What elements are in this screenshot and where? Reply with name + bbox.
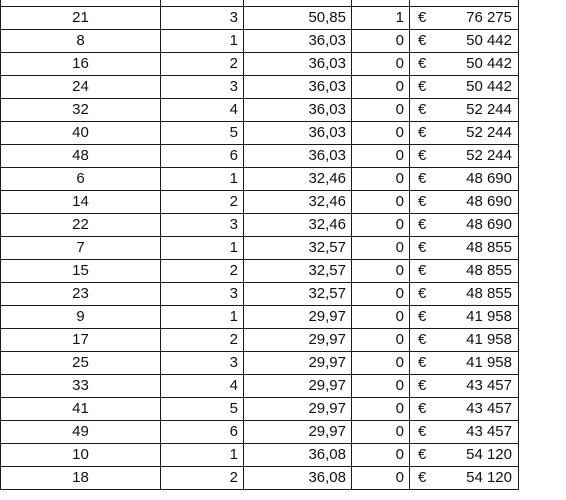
currency-symbol: € (418, 170, 427, 187)
cell-flag[interactable]: 0 (352, 191, 410, 214)
cell-amount[interactable] (410, 76, 519, 99)
cell-value[interactable]: 29,97 (244, 352, 352, 375)
currency-symbol: € (418, 262, 427, 279)
cell-value[interactable]: 36,03 (244, 30, 352, 53)
cell-group[interactable]: 2 (161, 467, 244, 490)
cell-id[interactable]: 10 (1, 444, 161, 467)
amount-value: 76 275 (466, 9, 512, 26)
amount-value: 41 958 (466, 331, 512, 348)
amount-value: 48 855 (466, 262, 512, 279)
cell-flag[interactable]: 0 (352, 398, 410, 421)
amount-wrapper (418, 329, 512, 351)
currency-symbol: € (418, 124, 427, 141)
currency-symbol: € (418, 400, 427, 417)
amount-value: 50 442 (466, 78, 512, 95)
cell-amount[interactable] (410, 53, 519, 76)
cell-flag[interactable]: 0 (352, 444, 410, 467)
table-row (1, 122, 519, 145)
page-margin (520, 0, 566, 500)
cell-amount[interactable] (410, 7, 519, 30)
cell-group[interactable]: 4 (161, 375, 244, 398)
cell-amount[interactable] (410, 99, 519, 122)
table-row (1, 467, 519, 490)
table-body (1, 0, 519, 490)
cell-group[interactable]: 2 (161, 260, 244, 283)
cell-id[interactable]: 48 (1, 145, 161, 168)
cell-id[interactable]: 25 (1, 352, 161, 375)
table-row (1, 145, 519, 168)
table-row (1, 191, 519, 214)
currency-symbol: € (418, 354, 427, 371)
cell-value[interactable]: 32,46 (244, 214, 352, 237)
amount-wrapper (418, 444, 512, 466)
cell-group[interactable]: 3 (161, 7, 244, 30)
amount-value: 50 442 (466, 32, 512, 49)
table-row (1, 168, 519, 191)
table-row (1, 7, 519, 30)
cell-flag[interactable]: 0 (352, 145, 410, 168)
amount-wrapper (418, 467, 512, 489)
table-row (1, 283, 519, 306)
table-row (1, 237, 519, 260)
table-row (1, 76, 519, 99)
cell-id[interactable]: 21 (1, 7, 161, 30)
amount-wrapper (418, 76, 512, 98)
cell-id[interactable]: 14 (1, 191, 161, 214)
currency-symbol: € (418, 331, 427, 348)
amount-wrapper (418, 53, 512, 75)
table-row (1, 444, 519, 467)
cell-id[interactable]: 24 (1, 76, 161, 99)
cell-value[interactable]: 36,08 (244, 467, 352, 490)
cell-amount[interactable] (410, 145, 519, 168)
cell-flag[interactable]: 0 (352, 260, 410, 283)
amount-wrapper (418, 145, 512, 167)
currency-symbol: € (418, 308, 427, 325)
amount-wrapper (418, 398, 512, 420)
cell-id[interactable]: 40 (1, 122, 161, 145)
cell-value[interactable]: 29,97 (244, 421, 352, 444)
cell-id[interactable]: 17 (1, 329, 161, 352)
cell-value[interactable]: 29,97 (244, 375, 352, 398)
cell-amount[interactable] (410, 122, 519, 145)
currency-symbol: € (418, 423, 427, 440)
cell-value[interactable]: 36,03 (244, 99, 352, 122)
cell-flag[interactable]: 0 (352, 122, 410, 145)
cell-id[interactable]: 32 (1, 99, 161, 122)
table-row (1, 30, 519, 53)
cell-amount[interactable] (410, 398, 519, 421)
amount-wrapper (418, 7, 512, 29)
currency-symbol: € (418, 469, 427, 486)
cell-amount[interactable] (410, 283, 519, 306)
cell-flag[interactable]: 0 (352, 467, 410, 490)
cell-id[interactable]: 6 (1, 168, 161, 191)
cell-amount[interactable] (410, 421, 519, 444)
cell-group[interactable]: 4 (161, 99, 244, 122)
amount-wrapper (418, 306, 512, 328)
cell-group[interactable]: 3 (161, 352, 244, 375)
amount-wrapper (418, 352, 512, 374)
cell-flag[interactable]: 0 (352, 283, 410, 306)
amount-value: 48 855 (466, 285, 512, 302)
amount-value: 50 442 (466, 55, 512, 72)
table-row (1, 99, 519, 122)
currency-symbol: € (418, 9, 427, 26)
table-row (1, 352, 519, 375)
cell-value[interactable]: 32,57 (244, 237, 352, 260)
table-row (1, 306, 519, 329)
currency-symbol: € (418, 239, 427, 256)
amount-value: 43 457 (466, 400, 512, 417)
cell-id[interactable]: 16 (1, 53, 161, 76)
amount-value: 43 457 (466, 423, 512, 440)
currency-symbol: € (418, 377, 427, 394)
amount-wrapper (418, 421, 512, 443)
cell-flag[interactable]: 0 (352, 237, 410, 260)
cell-id[interactable]: 15 (1, 260, 161, 283)
cell-amount[interactable] (410, 260, 519, 283)
table-row (1, 53, 519, 76)
cell-group[interactable]: 2 (161, 191, 244, 214)
cell-group[interactable]: 3 (161, 76, 244, 99)
currency-symbol: € (418, 78, 427, 95)
amount-wrapper (418, 375, 512, 397)
cell-flag[interactable]: 0 (352, 375, 410, 398)
cell-value[interactable]: 32,57 (244, 283, 352, 306)
table-row (1, 375, 519, 398)
cell-amount[interactable] (410, 375, 519, 398)
currency-symbol: € (418, 193, 427, 210)
cell-amount[interactable] (410, 191, 519, 214)
amount-wrapper (418, 99, 512, 121)
cell-group[interactable]: 3 (161, 214, 244, 237)
amount-value: 52 244 (466, 124, 512, 141)
cell-flag[interactable]: 0 (352, 306, 410, 329)
cell-id[interactable]: 41 (1, 398, 161, 421)
cell-amount[interactable] (410, 352, 519, 375)
amount-value: 43 457 (466, 377, 512, 394)
cell-amount[interactable] (410, 168, 519, 191)
cell-flag[interactable]: 0 (352, 168, 410, 191)
cell-flag[interactable]: 0 (352, 214, 410, 237)
table-row (1, 329, 519, 352)
currency-symbol: € (418, 446, 427, 463)
amount-value: 52 244 (466, 101, 512, 118)
cell-group[interactable]: 1 (161, 30, 244, 53)
amount-wrapper (418, 260, 512, 282)
cell-id[interactable]: 22 (1, 214, 161, 237)
cell-id[interactable]: 18 (1, 467, 161, 490)
amount-wrapper (418, 191, 512, 213)
table-row (1, 398, 519, 421)
cell-value[interactable]: 29,97 (244, 398, 352, 421)
cell-value[interactable]: 36,03 (244, 122, 352, 145)
cell-group[interactable]: 1 (161, 444, 244, 467)
cell-amount[interactable] (410, 237, 519, 260)
cell-flag[interactable]: 0 (352, 99, 410, 122)
amount-wrapper (418, 214, 512, 236)
amount-value: 54 120 (466, 469, 512, 486)
cell-group[interactable]: 2 (161, 329, 244, 352)
amount-wrapper (418, 30, 512, 52)
amount-wrapper (418, 237, 512, 259)
cell-value[interactable]: 32,57 (244, 260, 352, 283)
cell-flag[interactable]: 0 (352, 329, 410, 352)
amount-wrapper (418, 168, 512, 190)
cell-group[interactable]: 1 (161, 237, 244, 260)
cell-amount[interactable] (410, 214, 519, 237)
cell-id[interactable]: 9 (1, 306, 161, 329)
currency-symbol: € (418, 101, 427, 118)
table-row (1, 260, 519, 283)
amount-value: 48 855 (466, 239, 512, 256)
cell-amount[interactable] (410, 30, 519, 53)
amount-value: 52 244 (466, 147, 512, 164)
cell-id[interactable]: 49 (1, 421, 161, 444)
amount-value: 41 958 (466, 354, 512, 371)
cell-group[interactable]: 1 (161, 306, 244, 329)
cell-flag[interactable]: 1 (352, 7, 410, 30)
amount-wrapper (418, 122, 512, 144)
amount-wrapper (418, 283, 512, 305)
cell-value[interactable]: 36,03 (244, 53, 352, 76)
cell-flag[interactable]: 0 (352, 76, 410, 99)
cell-id[interactable]: 33 (1, 375, 161, 398)
currency-symbol: € (418, 216, 427, 233)
table-row (1, 421, 519, 444)
cell-value[interactable]: 29,97 (244, 306, 352, 329)
currency-symbol: € (418, 55, 427, 72)
amount-value: 48 690 (466, 170, 512, 187)
cell-group[interactable]: 2 (161, 53, 244, 76)
cell-flag[interactable]: 0 (352, 421, 410, 444)
cell-id[interactable]: 7 (1, 237, 161, 260)
cell-amount[interactable] (410, 306, 519, 329)
cell-group[interactable]: 5 (161, 122, 244, 145)
amount-value: 54 120 (466, 446, 512, 463)
currency-symbol: € (418, 32, 427, 49)
cell-amount[interactable] (410, 444, 519, 467)
cell-group[interactable]: 5 (161, 398, 244, 421)
cell-value[interactable]: 32,46 (244, 168, 352, 191)
amount-value: 41 958 (466, 308, 512, 325)
cell-flag[interactable]: 0 (352, 352, 410, 375)
cell-value[interactable]: 32,46 (244, 191, 352, 214)
cell-group[interactable]: 6 (161, 421, 244, 444)
cell-value[interactable]: 50,85 (244, 7, 352, 30)
cell-group[interactable]: 3 (161, 283, 244, 306)
cell-group[interactable]: 1 (161, 168, 244, 191)
cell-value[interactable]: 36,03 (244, 76, 352, 99)
cell-amount[interactable] (410, 467, 519, 490)
cell-group[interactable]: 6 (161, 145, 244, 168)
cell-value[interactable]: 36,03 (244, 145, 352, 168)
cell-amount[interactable] (410, 329, 519, 352)
cell-id[interactable]: 23 (1, 283, 161, 306)
cell-value[interactable]: 36,08 (244, 444, 352, 467)
cell-flag[interactable]: 0 (352, 30, 410, 53)
amount-value: 48 690 (466, 193, 512, 210)
currency-symbol: € (418, 285, 427, 302)
amount-value: 48 690 (466, 216, 512, 233)
table-row (1, 214, 519, 237)
cell-flag[interactable]: 0 (352, 53, 410, 76)
cell-value[interactable]: 29,97 (244, 329, 352, 352)
cell-id[interactable]: 8 (1, 30, 161, 53)
currency-symbol: € (418, 147, 427, 164)
